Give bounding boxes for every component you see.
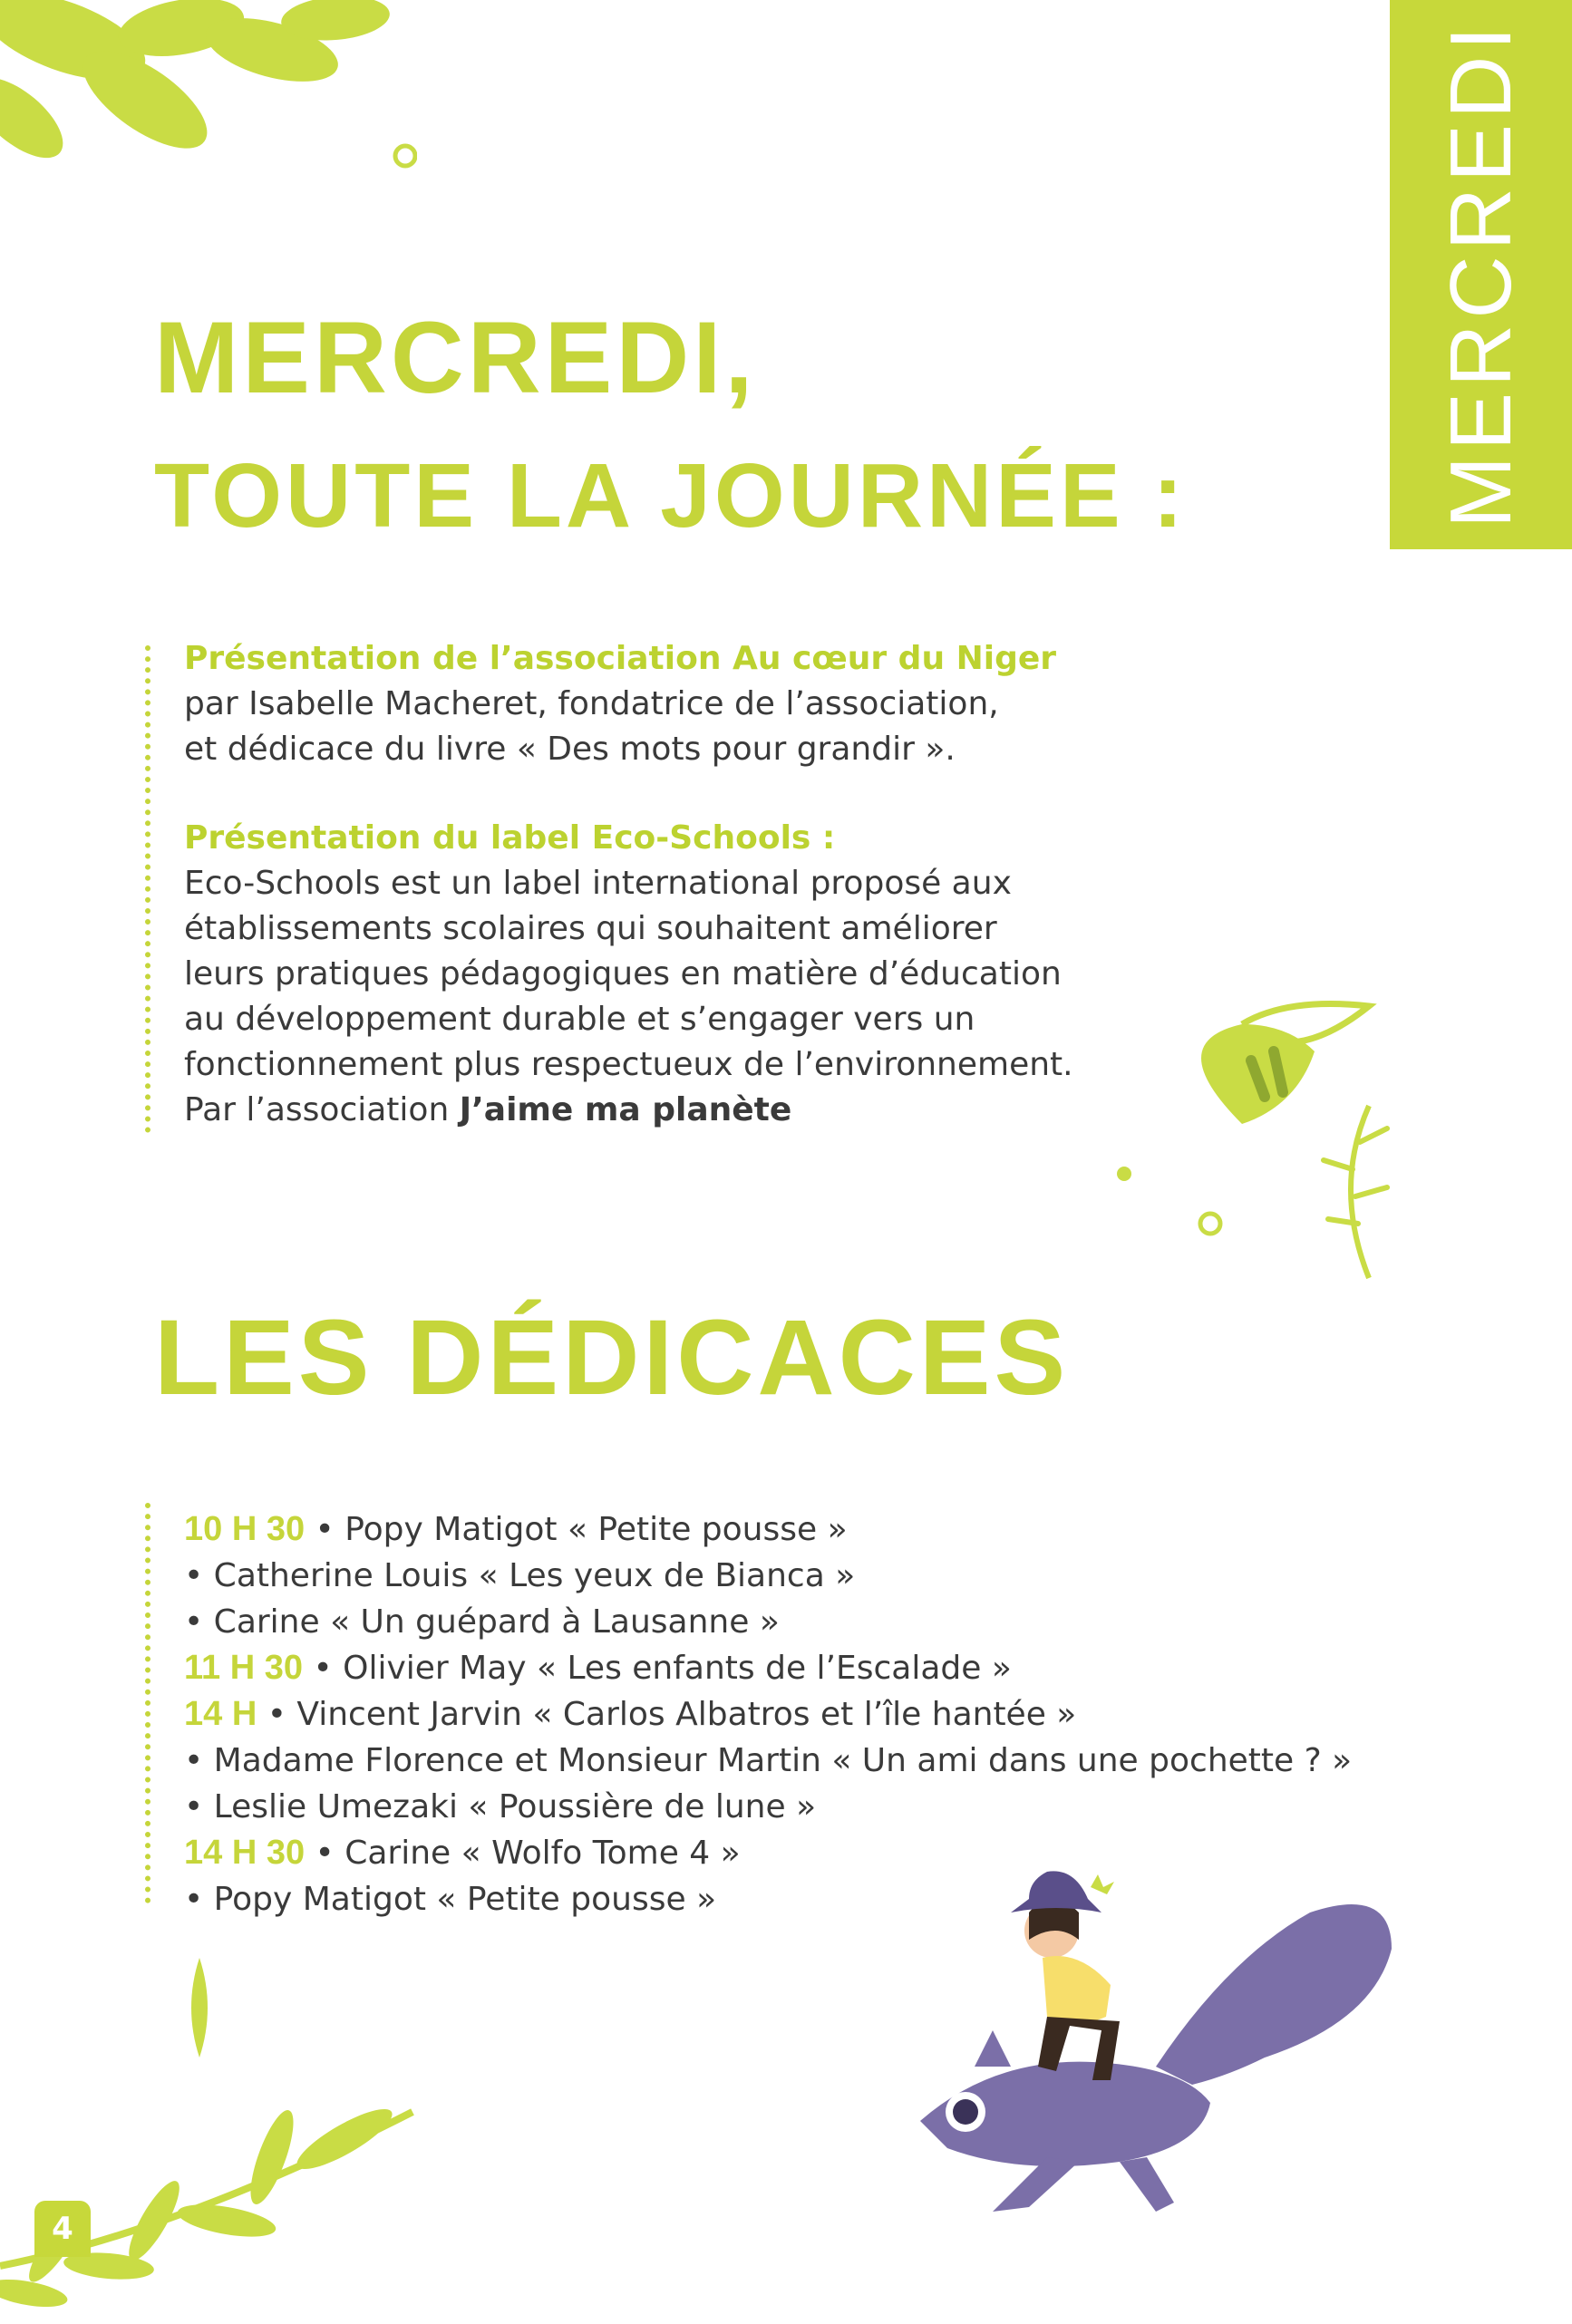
time-label: 14 H 30 [184,1834,306,1872]
presentation-line: par Isabelle Macheret, fondatrice de l’association, [184,685,999,722]
list-item [184,1599,1236,1645]
page-title-line2: TOUTE LA JOURNÉE : [154,445,1187,547]
time-label: 10 H 30 [184,1510,306,1548]
page-title-line1: MERCREDI, [154,301,757,414]
presentation-title: Présentation du label Eco-Schools : [184,819,836,857]
leaf-icon [181,1958,218,2058]
spacer [184,772,1236,816]
side-tab [1390,0,1572,549]
dotted-rule [145,1503,150,1903]
presentation-line: Eco-Schools est un label international proposé aux [184,865,1012,902]
presentation-title: Présentation de l’association Au cœur du Niger [184,640,1057,677]
list-item [184,1738,1353,1784]
side-tab-label: MERCREDI [1431,20,1529,529]
list-item-text: • Madame Florence et Monsieur Martin « Un ami dans une pochette ? » [184,1742,1353,1779]
list-item-text: • Carine « Un guépard à Lausanne » [184,1603,780,1641]
list-item-text: • Popy Matigot « Petite pousse » [305,1511,848,1548]
list-item-text: • Carine « Wolfo Tome 4 » [305,1835,741,1872]
presentation-prefix: Par l’association [184,1091,460,1128]
time-label: 14 H [184,1695,257,1733]
time-label: 11 H 30 [184,1649,303,1687]
presentation-line: établissements scolaires qui souhaitent améliorer [184,910,997,947]
leaf-icon [1106,988,1405,1296]
presentation-line: fonctionnement plus respectueux de l’environnement. [184,1046,1073,1083]
list-item [184,1645,1236,1691]
list-item-text: • Catherine Louis « Les yeux de Bianca » [184,1557,856,1594]
list-item-text: • Leslie Umezaki « Poussière de lune » [184,1788,817,1825]
list-item [184,1784,1236,1830]
association-name: J’aime ma planète [459,1091,792,1128]
list-item-text: • Olivier May « Les enfants de l’Escalade » [303,1650,1012,1687]
list-item-text: • Vincent Jarvin « Carlos Albatros et l’île hantée » [257,1696,1077,1733]
list-item [184,1506,1236,1553]
presentation-line: au développement durable et s’engager vers un [184,1001,975,1038]
presentation-line [184,1088,1236,1133]
dotted-rule [145,645,150,1133]
list-item-text: • Popy Matigot « Petite pousse » [184,1881,717,1918]
dedicaces-title: LES DÉDICACES [154,1298,1070,1418]
list-item [184,1691,1236,1738]
presentation-line: et dédicace du livre « Des mots pour grandir ». [184,731,956,768]
list-item [184,1553,1236,1599]
page-number: 4 [34,2201,91,2257]
child-riding-squirrel-icon [884,1849,1410,2221]
presentation-line: leurs pratiques pédagogiques en matière d’éducation [184,955,1062,993]
leaf-branch-top-left-icon [0,0,417,208]
presentations-block [184,636,1236,1133]
